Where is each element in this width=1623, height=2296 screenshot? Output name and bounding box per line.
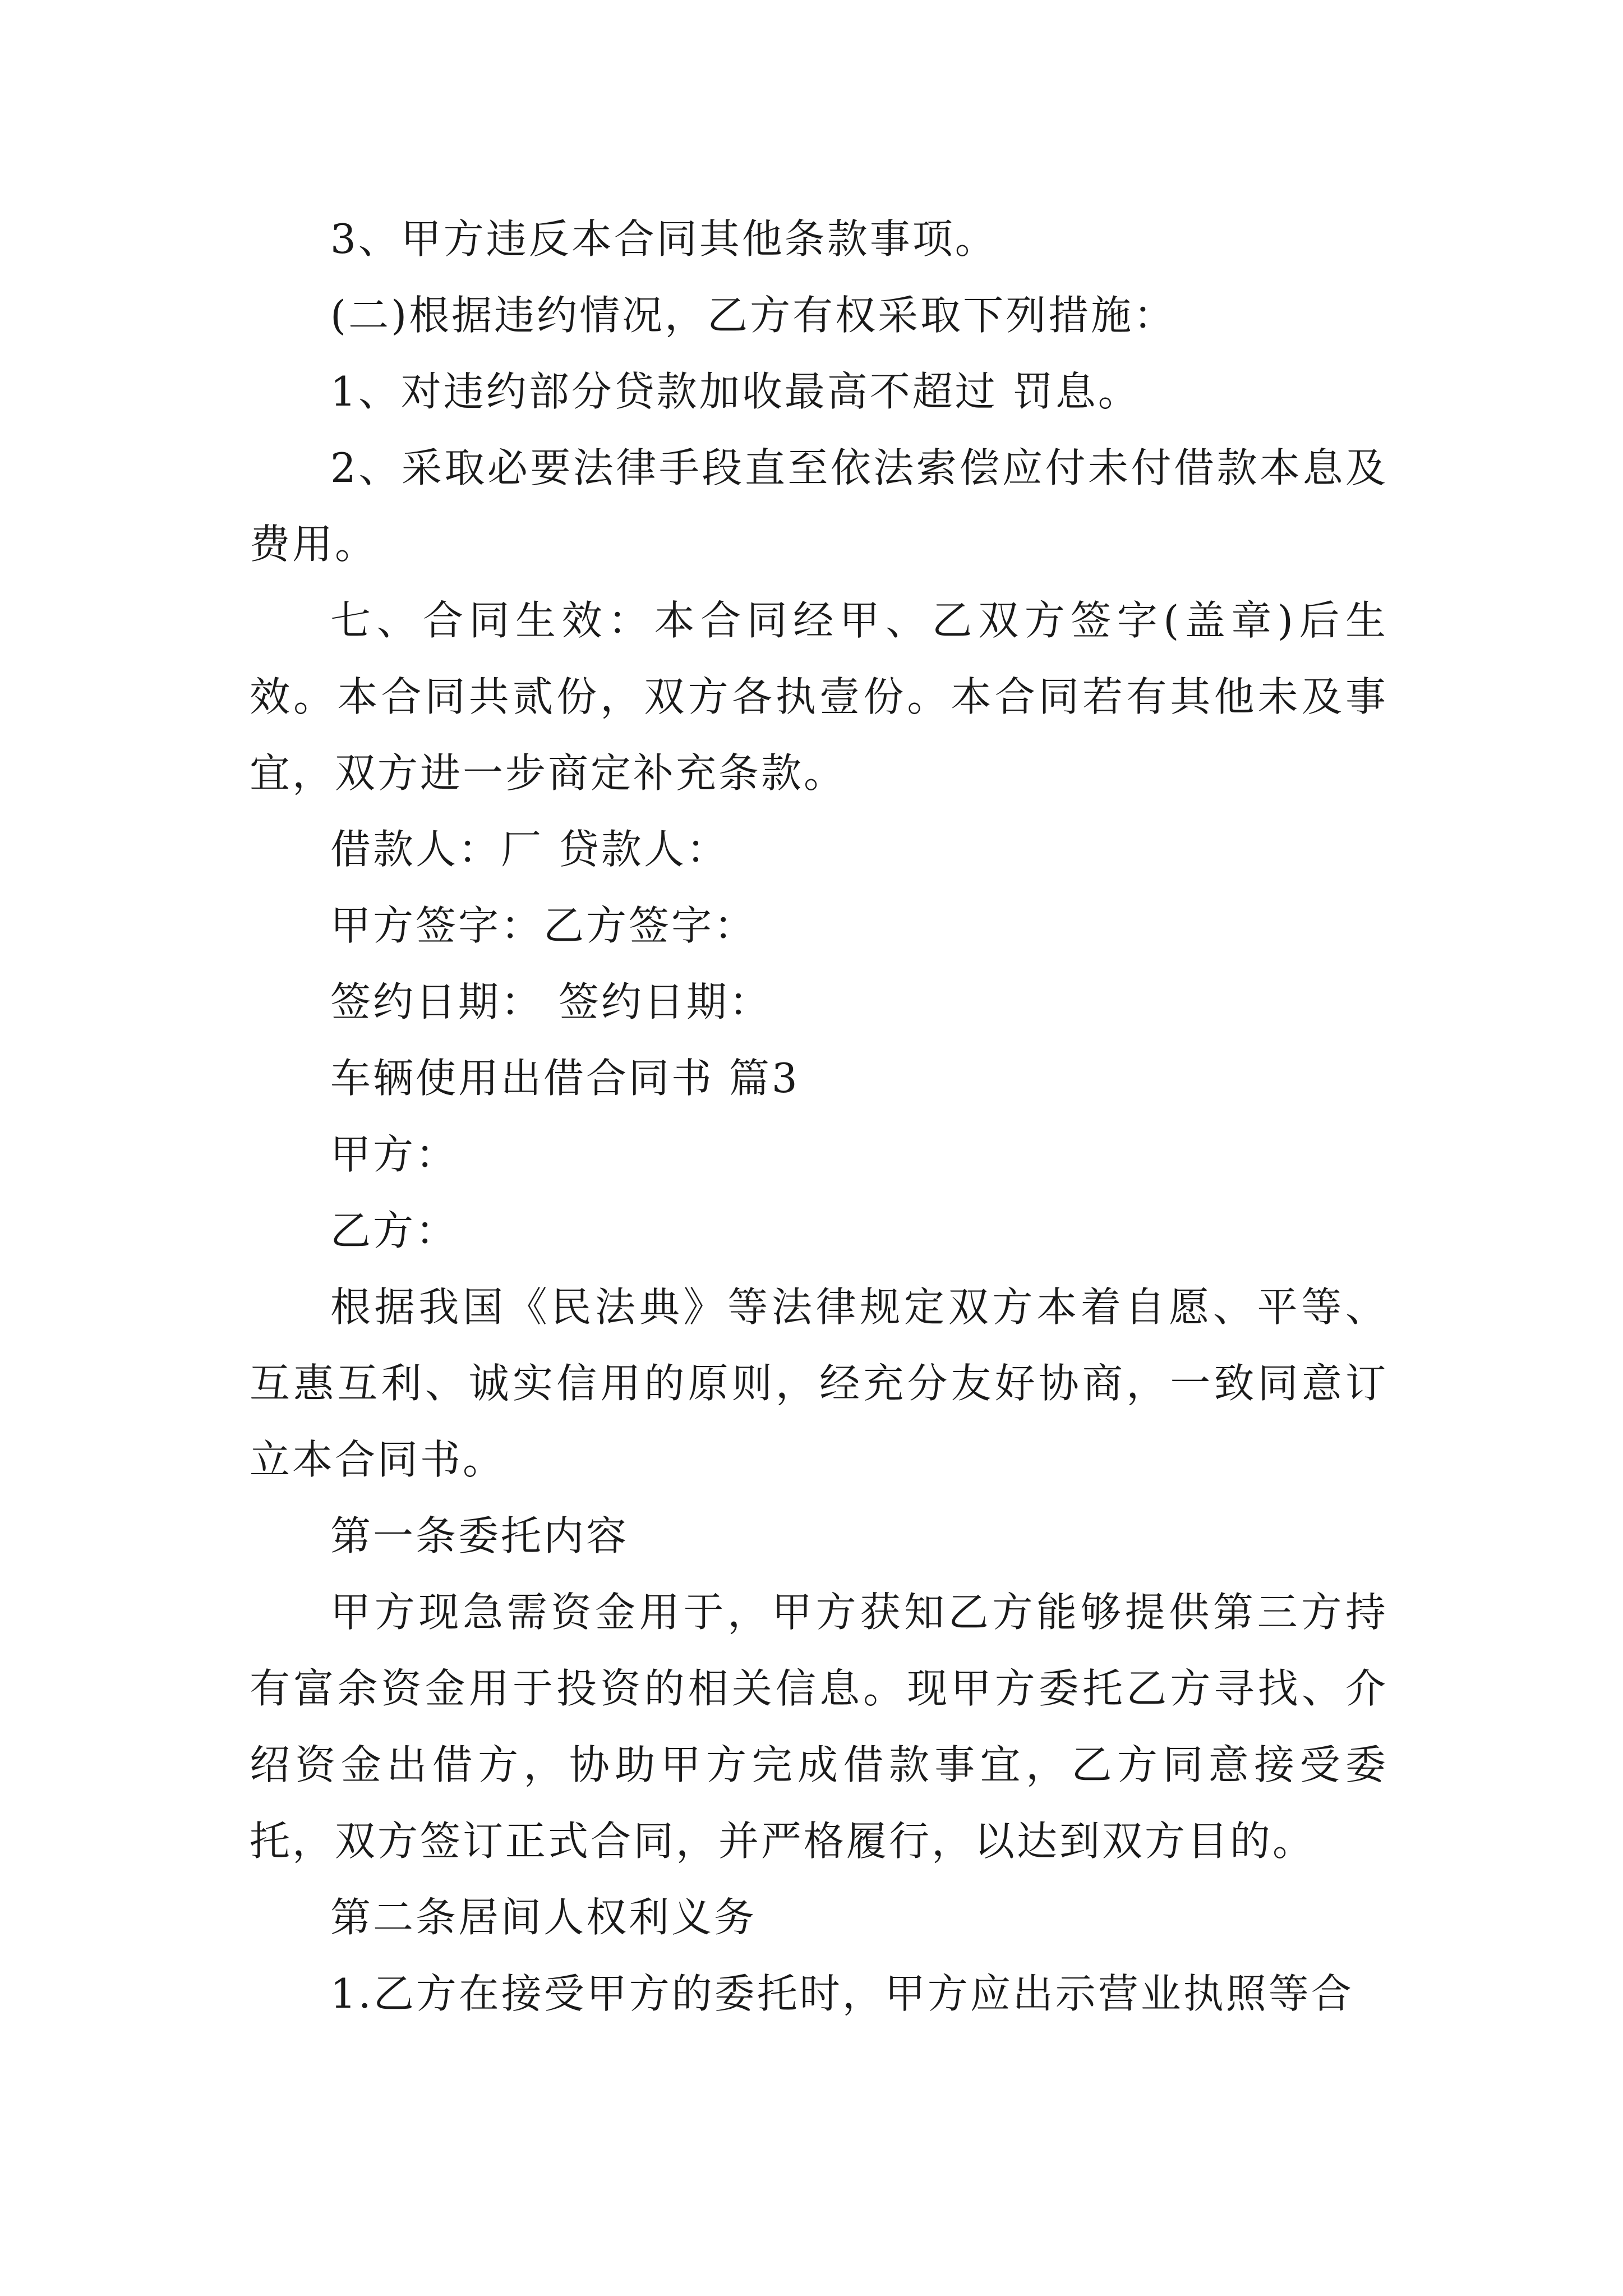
- paragraph-party-a: 甲方：: [330, 1131, 459, 1178]
- paragraph-remedy-1: 1、对违约部分贷款加收最高不超过 罚息。: [330, 368, 1141, 415]
- paragraph-remedy-2: 2、采取必要法律手段直至依法索偿应付未付借款本息及费用。: [250, 444, 1388, 568]
- paragraph-remedies-heading: (二)根据违约情况，乙方有权采取下列措施：: [330, 292, 1177, 339]
- paragraph-borrower-lender: 借款人：厂 贷款人：: [330, 826, 729, 873]
- paragraph-breach-clause-3: 3、甲方违反本合同其他条款事项。: [330, 215, 998, 263]
- article-2-heading: 第二条居间人权利义务: [330, 1894, 757, 1941]
- paragraph-signatures: 甲方签字：乙方签字：: [330, 902, 757, 949]
- article-1-body: 甲方现急需资金用于，甲方获知乙方能够提供第三方持有富余资金用于投资的相关信息。现甲方委托乙方寻找、介绍资金出借方，协助甲方完成借款事宜，乙方同意接受委托，双方签订正式合同，并严格履行，以达到双方目的。: [250, 1589, 1388, 1865]
- article-1-heading: 第一条委托内容: [330, 1512, 629, 1559]
- document-body: [250, 201, 1388, 2032]
- article-2-item-1: 1.乙方在接受甲方的委托时，甲方应出示营业执照等合: [330, 1970, 1354, 2017]
- paragraph-party-b: 乙方：: [330, 1207, 459, 1254]
- paragraph-preamble: 根据我国《民法典》等法律规定双方本着自愿、平等、互惠互利、诚实信用的原则，经充分友好协商，一致同意订立本合同书。: [250, 1283, 1388, 1483]
- section-title: 车辆使用出借合同书 篇3: [330, 1055, 800, 1102]
- paragraph-signing-dates: 签约日期： 签约日期：: [330, 978, 772, 1025]
- paragraph-contract-effective: 七、合同生效：本合同经甲、乙双方签字(盖章)后生效。本合同共贰份，双方各执壹份。本合同若有其他未及事宜，双方进一步商定补充条款。: [250, 597, 1388, 797]
